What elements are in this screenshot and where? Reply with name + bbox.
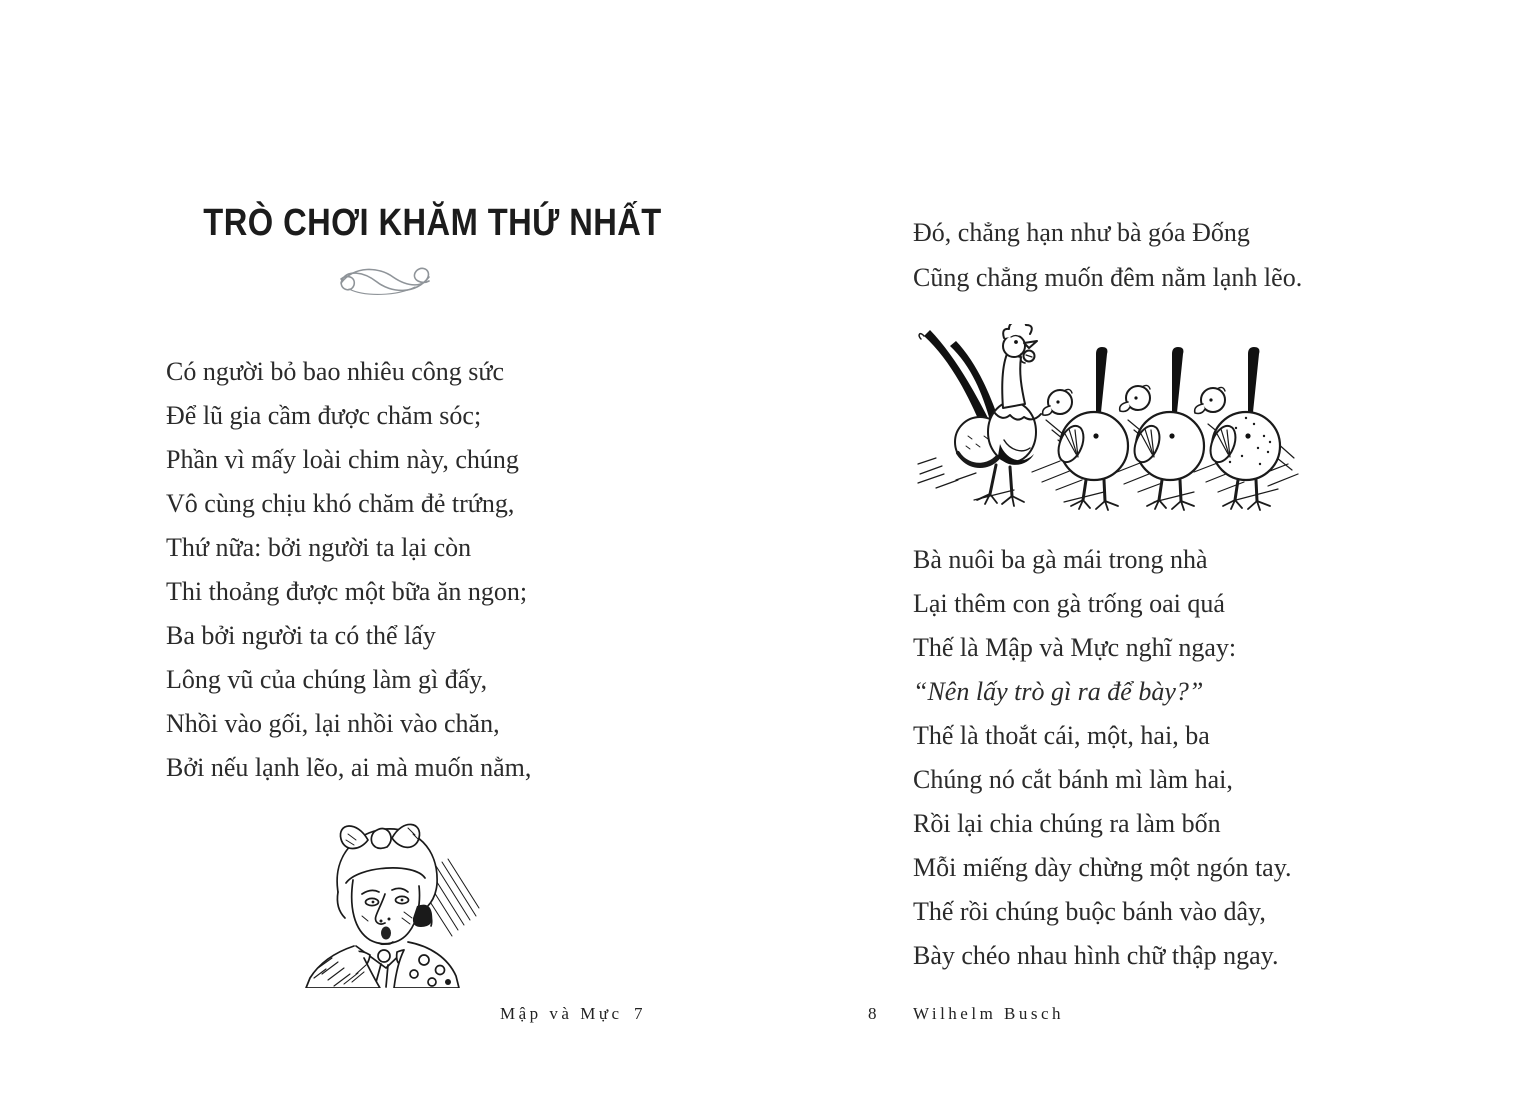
poem-line: Ba bởi người ta có thể lấy [166, 621, 436, 650]
poem-right-intro [913, 210, 1433, 300]
poem-line: Thi thoảng được một bữa ăn ngon; [166, 577, 528, 606]
poem-line: Thế là Mập và Mực nghĩ ngay: [913, 633, 1237, 662]
poem-line: Cũng chẳng muốn đêm nằm lạnh lẽo. [913, 263, 1303, 292]
poem-line: Bà nuôi ba gà mái trong nhà [913, 545, 1208, 574]
footer-page-number-left: 7 [634, 1004, 643, 1023]
poem-line: Thế rồi chúng buộc bánh vào dây, [913, 897, 1266, 926]
poem-line: Để lũ gia cầm được chăm sóc; [166, 401, 482, 430]
poem-line: Bởi nếu lạnh lẽo, ai mà muốn nằm, [166, 753, 532, 782]
poem-line: Đó, chẳng hạn như bà góa Đống [913, 218, 1250, 247]
poem-line: Mỗi miếng dày chừng một ngón tay. [913, 853, 1292, 882]
flourish-divider-icon [335, 256, 435, 302]
poem-line-italic-quote: “Nên lấy trò gì ra để bày?” [913, 677, 1204, 706]
poem-line: Vô cùng chịu khó chăm đẻ trứng, [166, 489, 515, 518]
poem-line: Lại thêm con gà trống oai quá [913, 589, 1225, 618]
poem-right-column [913, 538, 1433, 978]
chapter-title [166, 202, 662, 244]
poem-line: Rồi lại chia chúng ra làm bốn [913, 809, 1221, 838]
footer-book-title: Mập và Mực [500, 1004, 623, 1023]
footer-page-number-right: 8 [868, 1004, 877, 1023]
chapter-title-text: TRÒ CHƠI KHĂM THỨ NHẤT [203, 202, 662, 244]
poem-line: Phần vì mấy loài chim này, chúng [166, 445, 519, 474]
widow-portrait-illustration [296, 810, 481, 988]
poem-line: Chúng nó cắt bánh mì làm hai, [913, 765, 1233, 794]
poem-left-column [166, 350, 686, 790]
poem-line: Thứ nữa: bởi người ta lại còn [166, 533, 472, 562]
poem-line: Có người bỏ bao nhiêu công sức [166, 357, 504, 386]
poem-line: Thế là thoắt cái, một, hai, ba [913, 721, 1210, 750]
footer-author: Wilhelm Busch [913, 1004, 1065, 1023]
poem-line: Lông vũ của chúng làm gì đấy, [166, 665, 488, 694]
poem-line: Bày chéo nhau hình chữ thập ngay. [913, 941, 1279, 970]
rooster-and-hens-illustration [916, 324, 1308, 512]
poem-line: Nhồi vào gối, lại nhồi vào chăn, [166, 709, 500, 738]
